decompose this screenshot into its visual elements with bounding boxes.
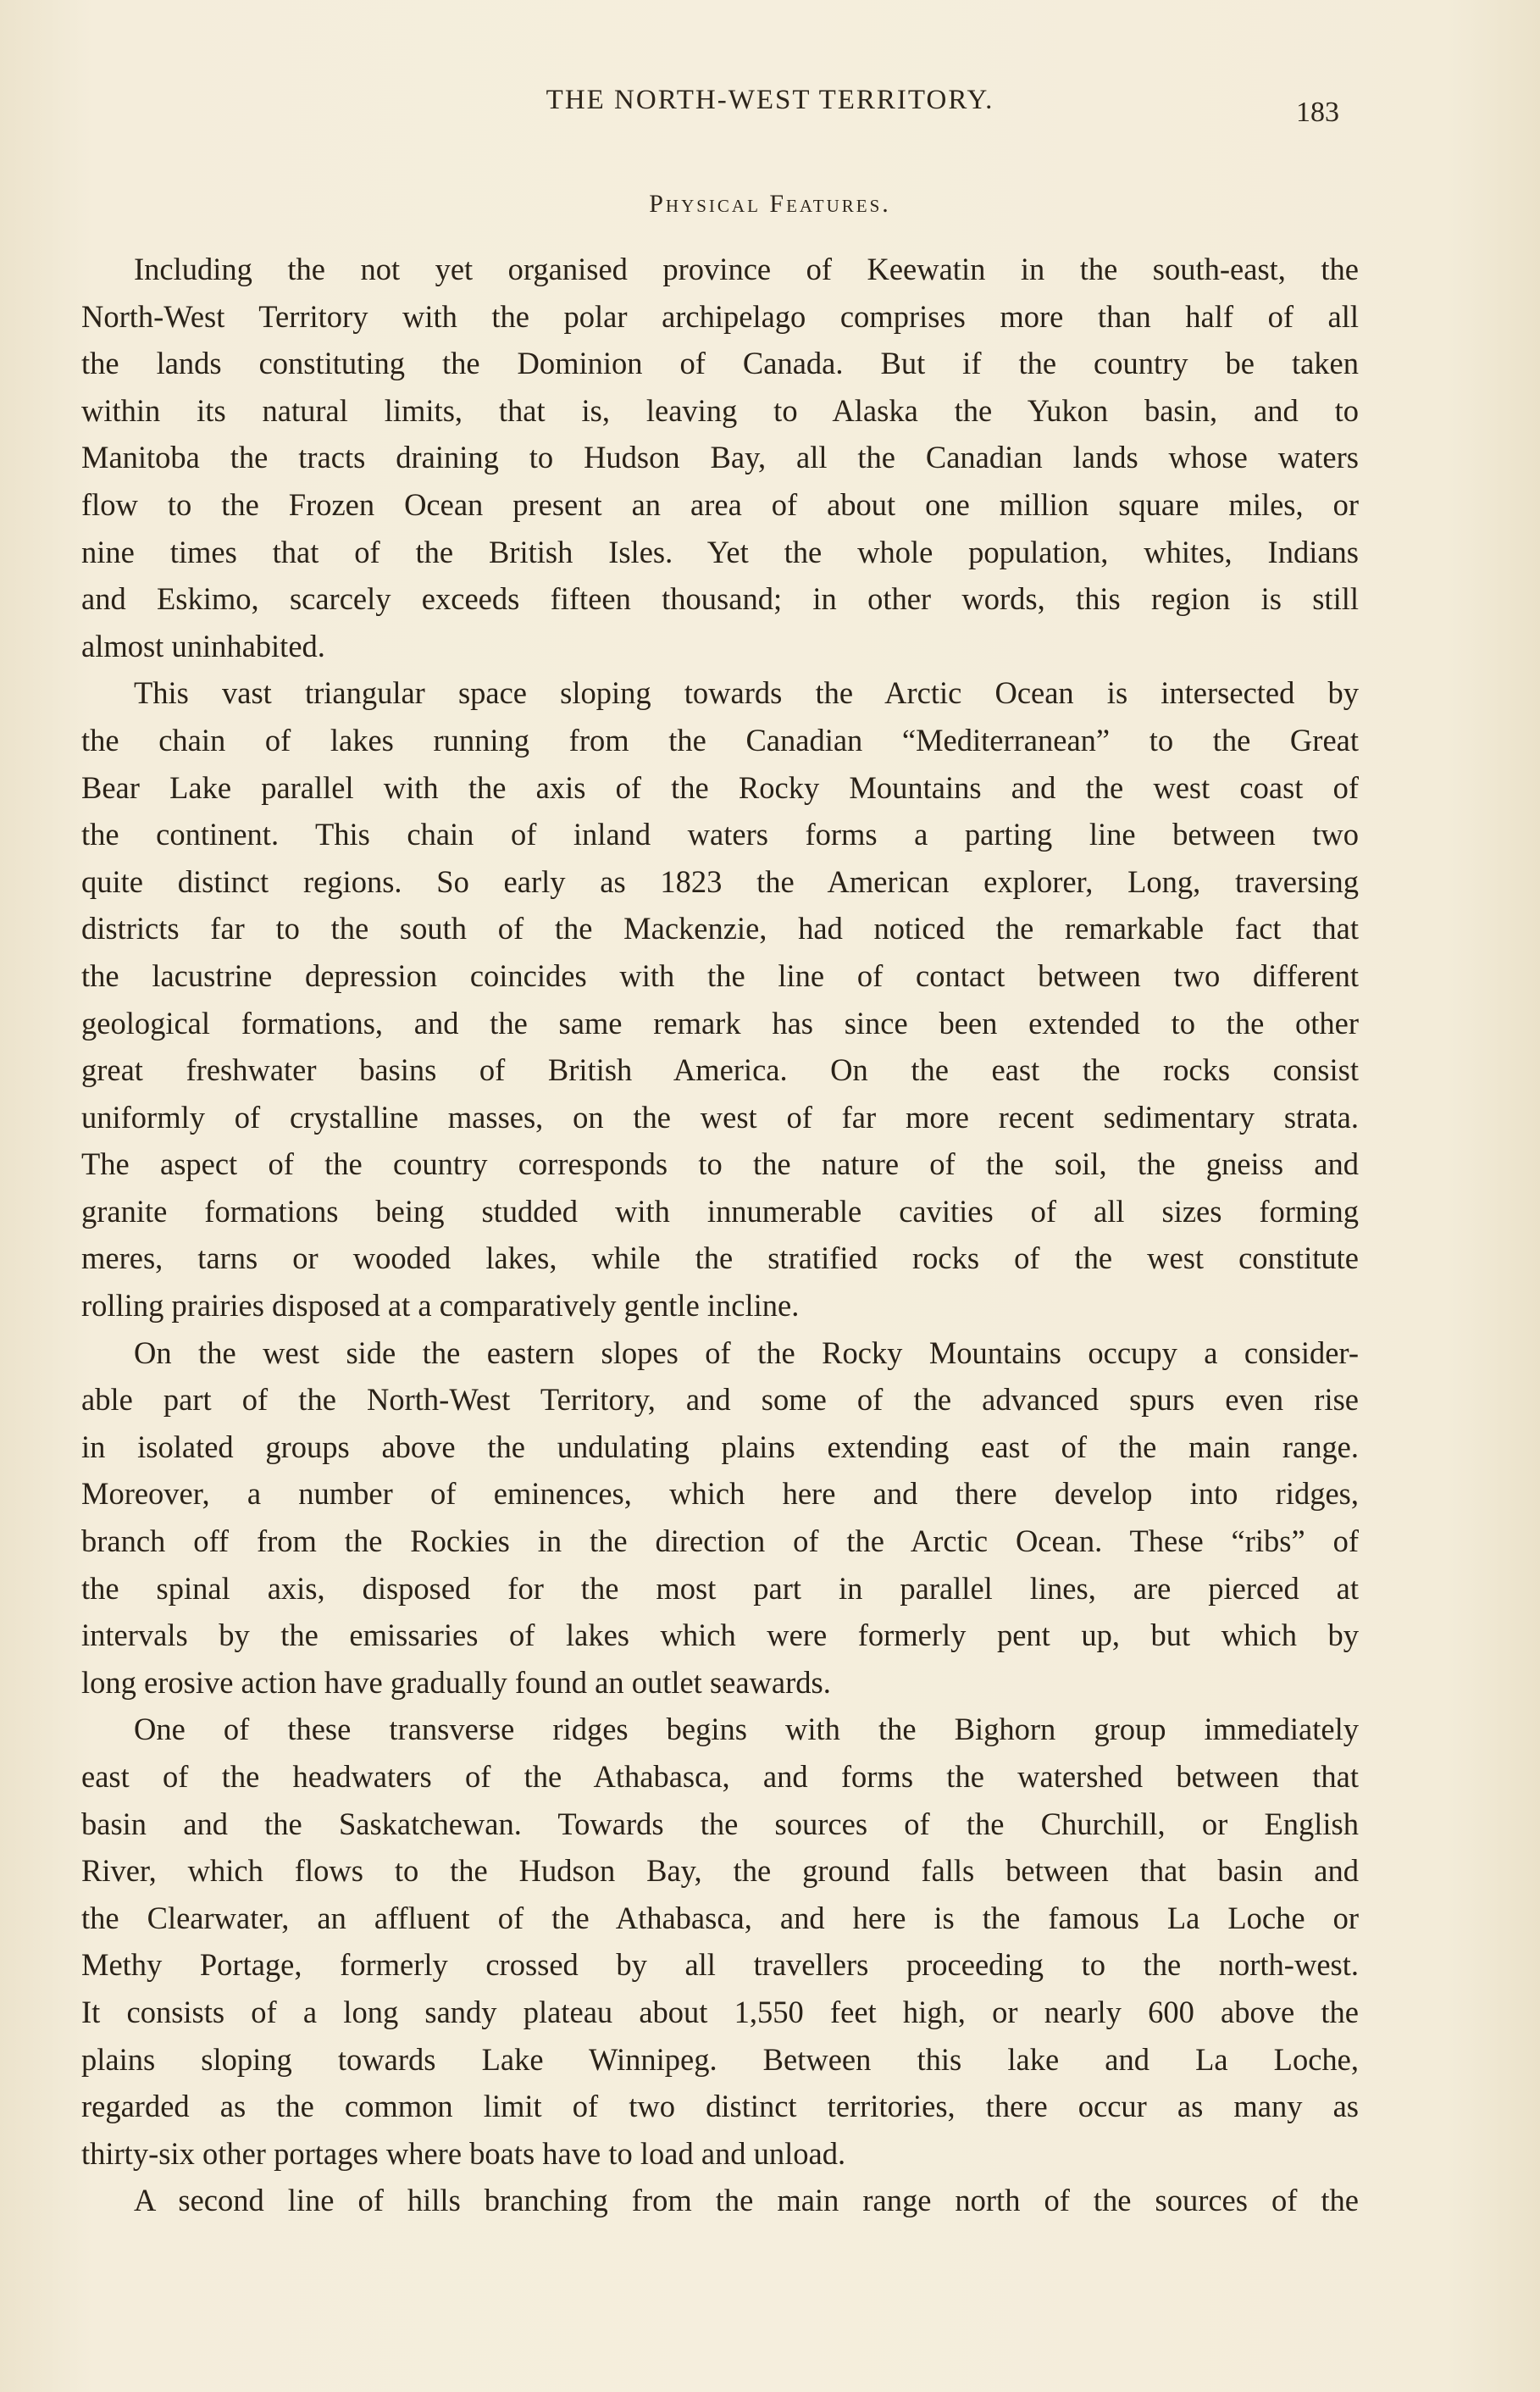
text-line: Manitoba the tracts draining to Hudson Bay, all the Canadian lands whose waters [81, 440, 1359, 475]
text-line: plains sloping towards Lake Winnipeg. Between this lake and La Loche, [81, 2041, 1359, 2077]
paragraph [81, 2177, 1359, 2224]
text-line: uniformly of crystalline masses, on the west of far more recent sedimentary strata. [81, 1099, 1359, 1135]
text-line: geological formations, and the same remark has since been extended to the other [81, 1005, 1359, 1041]
text-line: North-West Territory with the polar archipelago comprises more than half of all [81, 298, 1359, 334]
paragraph [81, 1329, 1359, 1707]
text-line: districts far to the south of the Mackenzie, had noticed the remarkable fact that [81, 911, 1359, 946]
body-text [81, 246, 1359, 2224]
text-line: The aspect of the country corresponds to the nature of the soil, the gneiss and [81, 1146, 1359, 1182]
text-line: flow to the Frozen Ocean present an area of about one million square miles, or [81, 486, 1359, 522]
text-line: granite formations being studded with innumerable cavities of all sizes forming [81, 1193, 1359, 1229]
text-line: regarded as the common limit of two distinct territories, there occur as many as [81, 2089, 1359, 2124]
text-line: It consists of a long sandy plateau about 1,550 feet high, or nearly 600 above the [81, 1994, 1359, 2029]
text-line: in isolated groups above the undulating plains extending east of the main range. [81, 1429, 1359, 1464]
text-line: long erosive action have gradually found an outlet seawards. [81, 1664, 831, 1700]
text-line: Methy Portage, formerly crossed by all travellers proceeding to the north-west. [81, 1947, 1359, 1983]
text-line: the continent. This chain of inland waters forms a parting line between two [81, 817, 1359, 852]
paragraph [81, 1706, 1359, 2177]
text-line: the chain of lakes running from the Canadian “Mediterranean” to the Great [81, 722, 1359, 758]
text-line: the spinal axis, disposed for the most part in parallel lines, are pierced at [81, 1570, 1359, 1606]
text-line: nine times that of the British Isles. Yet the whole population, whites, Indians [81, 534, 1359, 569]
text-line: This vast triangular space sloping towards the Arctic Ocean is intersected by [134, 675, 1359, 711]
text-line: River, which flows to the Hudson Bay, the ground falls between that basin and [81, 1853, 1359, 1889]
text-line: Including the not yet organised province of Keewatin in the south-east, the [134, 252, 1359, 286]
text-line: meres, tarns or wooded lakes, while the stratified rocks of the west constitute [81, 1240, 1359, 1276]
text-line: great freshwater basins of British America. On the east the rocks consist [81, 1052, 1359, 1088]
text-line: A second line of hills branching from the main range north of the sources of the [134, 2183, 1359, 2218]
text-line: the lacustrine depression coincides with the line of contact between two different [81, 957, 1359, 993]
text-line: the lands constituting the Dominion of Canada. But if the country be taken [81, 346, 1359, 381]
text-line: intervals by the emissaries of lakes which were formerly pent up, but which by [81, 1618, 1359, 1653]
paragraph [81, 246, 1359, 669]
page-number: 183 [1296, 97, 1339, 128]
text-line: and Eskimo, scarcely exceeds fifteen thousand; in other words, this region is still [81, 581, 1359, 617]
text-line: One of these transverse ridges begins with the Bighorn group immediately [134, 1712, 1359, 1747]
text-line: rolling prairies disposed at a comparatively gentle incline. [81, 1288, 800, 1324]
paragraph [81, 669, 1359, 1329]
text-line: thirty-six other portages where boats have to load and unload. [81, 2135, 846, 2171]
section-heading: Physical Features. [649, 190, 891, 218]
text-line: basin and the Saskatchewan. Towards the sources of the Churchill, or English [81, 1806, 1359, 1841]
text-line: quite distinct regions. So early as 1823 the American explorer, Long, traversing [81, 863, 1359, 899]
running-title: THE NORTH-WEST TERRITORY. [546, 85, 994, 115]
text-line: On the west side the eastern slopes of the Rocky Mountains occupy a consider- [134, 1335, 1359, 1370]
text-line: branch off from the Rockies in the direction of the Arctic Ocean. These “ribs” of [81, 1523, 1359, 1559]
text-line: Moreover, a number of eminences, which here and there develop into ridges, [81, 1476, 1359, 1512]
text-line: almost uninhabited. [81, 628, 325, 663]
text-line: able part of the North-West Territory, and some of the advanced spurs even rise [81, 1382, 1359, 1418]
running-head [0, 85, 1540, 136]
text-line: east of the headwaters of the Athabasca, and forms the watershed between that [81, 1759, 1359, 1794]
text-line: within its natural limits, that is, leaving to Alaska the Yukon basin, and to [81, 392, 1359, 428]
text-line: Bear Lake parallel with the axis of the Rocky Mountains and the west coast of [81, 769, 1359, 805]
text-line: the Clearwater, an affluent of the Athabasca, and here is the famous La Loche or [81, 1900, 1359, 1935]
